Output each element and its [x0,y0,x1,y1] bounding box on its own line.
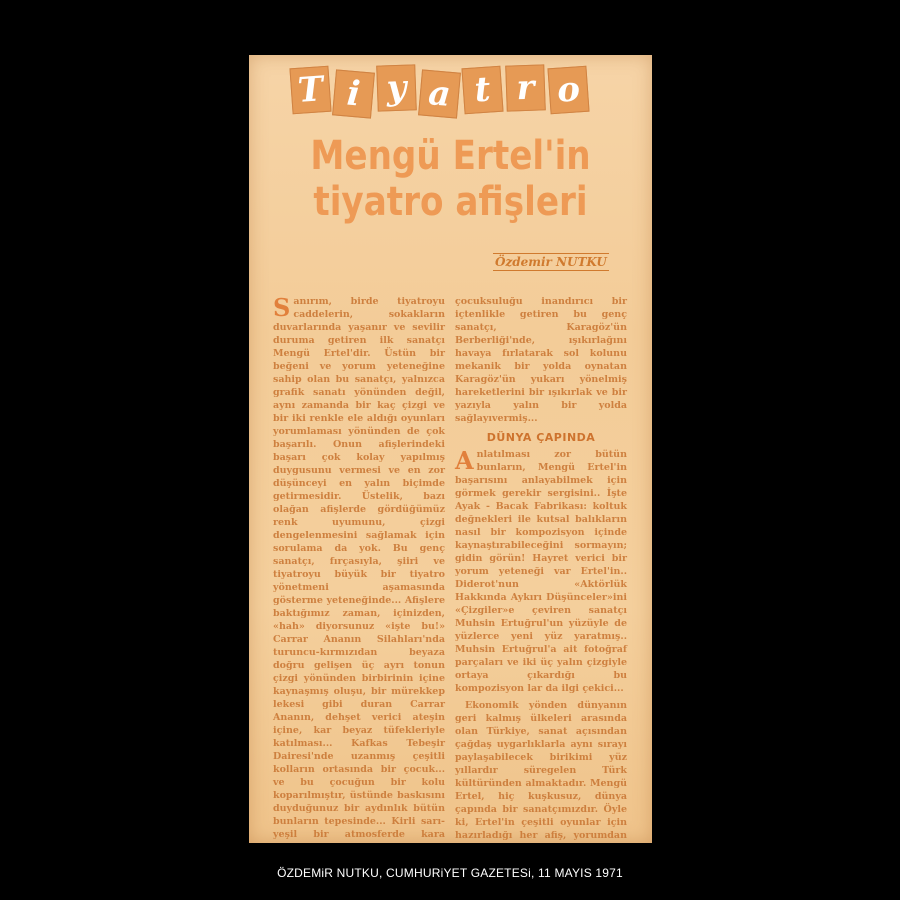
paragraph [455,448,627,695]
drop-cap: A [455,446,474,475]
kicker-letter: o [547,66,589,115]
paragraph: çocuksuluğu inandırıcı bir içtenlikle getiren bu genç sanatçı, Karagöz'ün Berberliği'nde, ışıkırlağını havaya fırlatarak sol kolunu mekanik bir yolda oynatan Karagöz'ün yukarı yönelmiş hareketlerini bir ışıkırlak ve bir yazıyla yalın bir yolda sağlayıvermiş... [455,296,627,424]
section-subhead: DÜNYA ÇAPINDA [486,431,596,444]
image-caption: ÖZDEMiR NUTKU, CUMHURiYET GAZETESi, 11 MAYIS 1971 [277,866,623,880]
newspaper-clipping [249,55,652,843]
paragraph-text: nlatılması zor bütün bunların, Mengü Ertel'in başarısını anlayabilmek için görmek gerekir sergisini.. İşte Ayak - Bacak Fabrikası: koltuk değnekleri ile kutsal balıkların nasıl bir kompozisyon içinde kaynaştırabileceğini sormayın; gidin görün! Hayret verici bir yorum yeteneği var Ertel'in.. Diderot'nun «Aktörlük Hakkında Aykırı Düşünceler»ini «Çizgiler»e çeviren sanatçı Muhsin Ertuğrul'un yüzüyle de yüzlerce yeni yüz yaratmış.. Muhsin Ertuğrul'a ait fotoğraf parçaları ve iki üç yalın çizgiyle ortaya çıkardığı bu kompozisyon lar da ilgi çekici... [455,449,627,694]
headline-line-1: Mengü Ertel'in [310,133,591,179]
kicker-letter: r [505,64,546,111]
kicker-letter: t [461,66,503,115]
kicker-letter: T [289,66,331,115]
author-byline: Özdemir NUTKU [495,255,607,269]
paragraph [273,295,445,843]
article-column-left [273,295,445,843]
paragraph: Ekonomik yönden dünyanın geri kalmış ülkeleri arasında olan Türkiye, sanat açısından çağdaş uygarlıklarla aynı sırayı paylaşabilecek birikimi yüz yıllardır süregelen Türk kültüründen almaktadır. Mengü Ertel, hiç kuşkusuz, dünya çapında bir sanatçımızdır. Öyle ki, Ertel'in çeşitli oyunlar için hazırladığı her afiş, yorumdan [455,700,627,841]
article-headline [267,133,634,225]
section-kicker-tiyatro [291,67,588,117]
kicker-letter: y [376,64,417,111]
drop-cap: S [273,293,291,322]
kicker-letter: i [332,69,375,118]
headline-line-2: tiyatro afişleri [313,179,588,225]
paragraph-text: anırım, birde tiyatroyu caddelerin, sokakların duvarlarında yaşanır ve sevilir duruma getiren ilk sanatçı Mengü Ertel'dir. Üstün bir beğeni ve yorum yeteneğine sahip olan bu sanatçı, yalnızca grafik sanatı yönünden değil, aynı zamanda bir kaç çizgi ve bir iki renkle ele aldığı oyunları yorumlaması yönünden de çok başarılı. Onun afişlerindeki başarı çok kolay yapılmış duygusunu vermesi ve en zor düşünceyi en yalın biçimde getirmesidir. Üstelik, bazı olağan afişlerde gördüğümüz renk uyumunu, çizgi dengelenmesini sağlamak için sorulama da yok. Bu genç sanatçı, fırçasıyla, şiiri ve tiyatroyu büyük bir tiyatro yönetmeni aşamasında gösterme yeteneğinde... Afişlere baktığımız zaman, içinizden, «hah» diyorsunuz «işte bu!» Carrar Ananın Silahları'nda turuncu-kırmızıdan beyaza doğru gelişen üç ayrı tonun çizgi yönünden birbirinin içine kaynaşmış oluşu, bir mürekkep lekesi gibi duran Carrar Ananın, dehşet verici ateşin içine, kar beyaz tüfekleriyle katılması... Kafkas Tebeşir Dairesi'nde uzanmış çeşitli kolların ortasında bir çocuk... ve bu çocuğun bir kolu koparılmıştır, üstünde baskısını duyduğunuz bir aydınlık bütün bunların tepesinde... Kirli sarı-yeşil bir atmosferde kara [273,296,445,840]
kicker-letter: a [418,69,461,118]
article-column-right [455,295,627,843]
